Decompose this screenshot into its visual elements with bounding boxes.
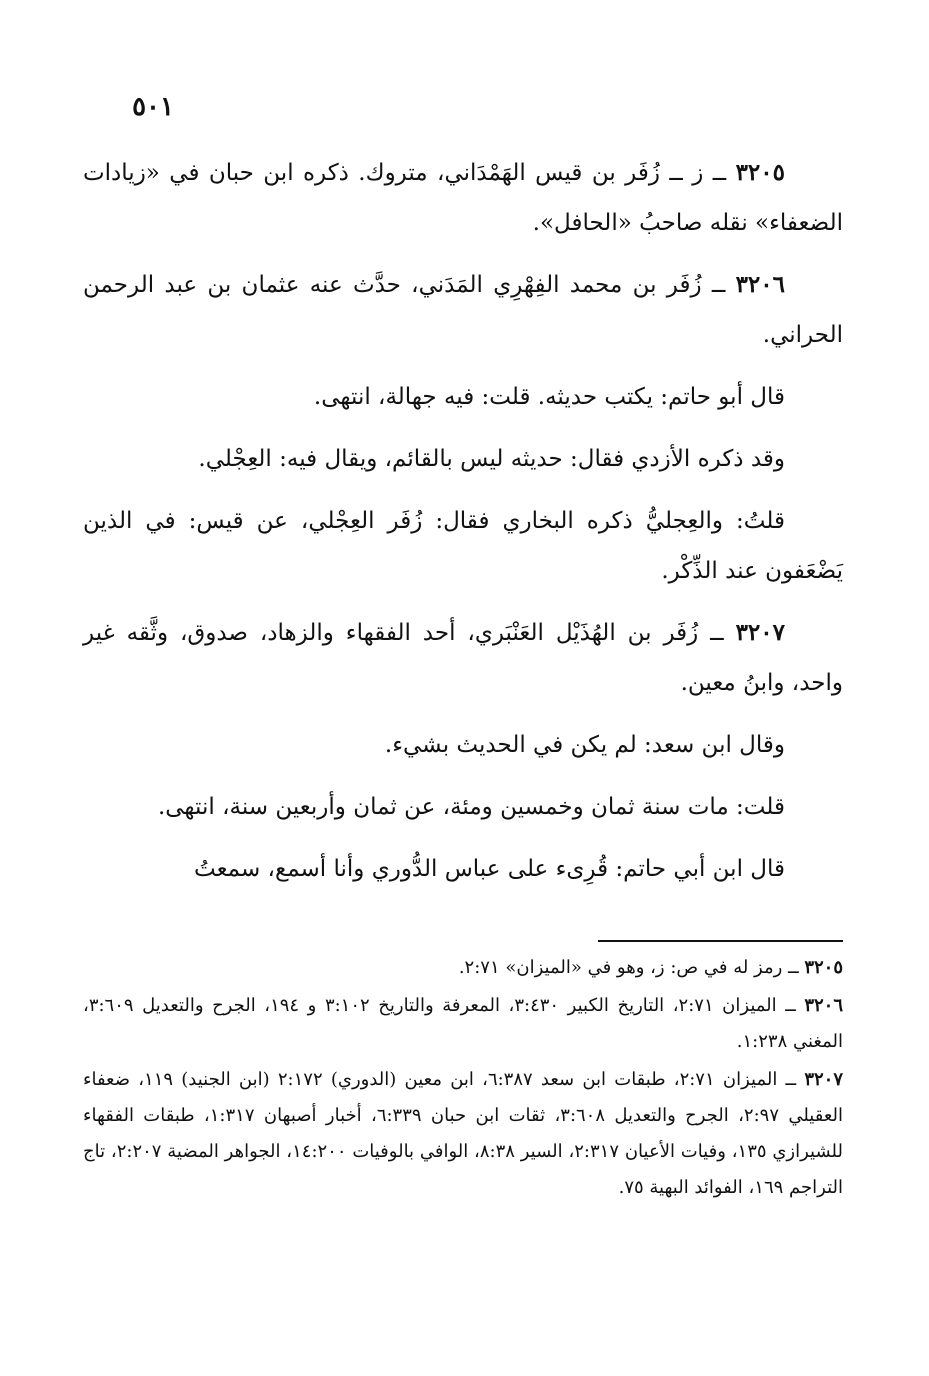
entry-3206 — [83, 260, 843, 360]
footnote-text: ــ رمز له في ص: ز، وهو في «الميزان» ٢:٧١. — [458, 957, 805, 978]
main-text — [83, 148, 843, 906]
footnote-text: ــ الميزان ٢:٧١، التاريخ الكبير ٣:٤٣٠، المعرفة والتاريخ ٣:١٠٢ و ١٩٤، الجرح والتعديل ٣:٦٠٩، المغني ١:٢٣٨. — [83, 995, 843, 1052]
entry-number: ٣٢٠٦ — [735, 271, 785, 298]
entry-3207 — [83, 608, 843, 708]
entry-number: ٣٢٠٥ — [735, 159, 785, 186]
entry-text: ــ زُفَر بن محمد الفِهْرِي المَدَني، حدَّث عنه عثمان بن عبد الرحمن الحراني. — [83, 272, 843, 348]
paragraph: وقال ابن سعد: لم يكن في الحديث بشيء. — [384, 732, 785, 758]
footnotes — [83, 950, 843, 1208]
footnote-number: ٣٢٠٦ — [804, 995, 844, 1016]
footnote-text: ــ الميزان ٢:٧١، طبقات ابن سعد ٦:٣٨٧، ابن معين (الدوري) ٢:١٧٢ (ابن الجنيد) ١١٩، ضعفاء العقيلي ٢:٩٧، الجرح والتعديل ٣:٦٠٨، ثقات ابن حبان ٦:٣٣٩، أخبار أصبهان ١:٣١٧، طبقات الفقهاء للشيرازي ١٣٥، وفيات الأعيان ٢:٣١٧، السير ٨:٣٨، الوافي بالوفيات ١٤:٢٠٠، الجواهر المضية ٢:٢٠٧، تاج التراجم ١٦٩، الفوائد البهية ٧٥. — [83, 1069, 844, 1198]
footnote-3207 — [83, 1062, 843, 1206]
paragraph: قلتُ: والعِجليُّ ذكره البخاري فقال: زُفَر العِجْلي، عن قيس: في الذين يَضْعَفون عند الذِّكْر. — [83, 508, 843, 584]
footnote-3205 — [83, 950, 843, 986]
footnote-number: ٣٢٠٧ — [804, 1069, 843, 1090]
entry-text: ــ ز ــ زُفَر بن قيس الهَمْدَاني، متروك. ذكره ابن حبان في «زيادات الضعفاء» نقله صاحبُ «الحافل». — [83, 160, 843, 236]
paragraph: قال ابن أبي حاتم: قُرِىء على عباس الدُّوري وأنا أسمع، سمعتُ — [194, 856, 785, 882]
footnote-3206 — [83, 988, 843, 1060]
entry-text: ــ زُفَر بن الهُذَيْل العَنْبَري، أحد الفقهاء والزهاد، صدوق، وثَّقه غير واحد، وابنُ معين. — [83, 620, 843, 696]
entry-number: ٣٢٠٧ — [735, 619, 785, 646]
paragraph: وقد ذكره الأزدي فقال: حديثه ليس بالقائم، ويقال فيه: العِجْلي. — [198, 446, 785, 472]
paragraph: قال أبو حاتم: يكتب حديثه. قلت: فيه جهالة، انتهى. — [313, 384, 785, 410]
page-number: ٥٠١ — [132, 92, 174, 122]
entry-3205 — [83, 148, 843, 248]
paragraph: قلت: مات سنة ثمان وخمسين ومئة، عن ثمان وأربعين سنة، انتهى. — [157, 794, 785, 820]
footnote-divider — [598, 940, 843, 942]
footnote-number: ٣٢٠٥ — [804, 957, 843, 978]
